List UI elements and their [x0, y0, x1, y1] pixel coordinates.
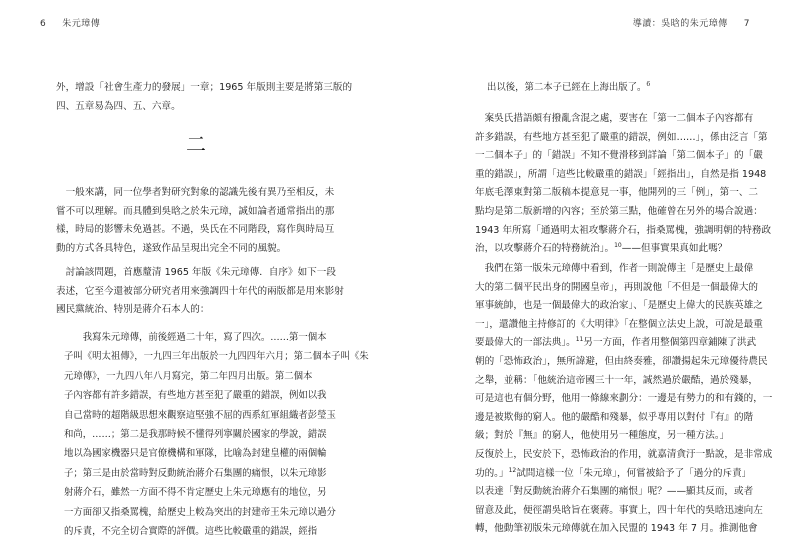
footnote-marker: 6	[646, 80, 651, 88]
text-line: 反復於上，民安於下，恐怖政治的作用，就嘉清貪汙一點說，是非常成	[475, 448, 773, 460]
text-line: 一」，還讚他主持修訂的《大明律》「在整個立法史上說，可說是最重	[475, 318, 763, 330]
text-line: 許多錯誤，有些地方甚至犯了嚴重的錯誤，例如……」，係由泛言「第	[475, 131, 768, 143]
text-line: 大的第二個平民出身的開國皇帝」，再則說他「不但是一個最偉大的	[475, 281, 759, 293]
text-line: 一二個本子」的「錯誤」不知不覺滑移到詳論「第二個本子」的「嚴	[475, 150, 763, 162]
text-fragment: 要最偉大的一部法典」。	[475, 337, 576, 349]
text-line: 動的方式各具特色，遂致作品呈現出完全不同的風貌。	[56, 242, 287, 254]
text-line	[475, 334, 769, 353]
quote-line: 和尚，……；第二是我那時候不懂得列寧關於國家的學說，錯誤	[64, 429, 327, 441]
text-line: 點均是第二版新增的內容；至於第三點，他確曾在另外的場合說過：	[475, 205, 763, 217]
quote-line: 我寫朱元璋傳，前後經過二十年，寫了四次。……第一個本	[64, 332, 327, 343]
text-line: 樣，時局的影響未免過甚。不過，吳氏在不同階段，寫作與時局互	[56, 224, 335, 236]
paragraph-2	[56, 264, 366, 320]
text-line	[475, 465, 769, 484]
right-page	[395, 0, 790, 542]
left-running-title: 朱元璋傳	[62, 19, 101, 29]
quote-line: 自己當時的超階級思想來觀察這堅強不屈的西系紅軍組織者彭瑩玉	[64, 409, 336, 421]
text-line: 軍事統帥，也是一個最偉大的政治家」、「是歷史上偉大的民族英雄之	[475, 300, 763, 312]
text-line: 案吳氏措語頗有撥亂含混之處，要害在「第一二個本子內容都有	[475, 113, 754, 124]
quote-line: 子內容都有許多錯誤，有些地方甚至犯了嚴重的錯誤，例如以我	[64, 390, 327, 402]
quote-line: 一方面卻又指桑罵槐，給歷史上較為突出的封建帝王朱元璋以過分	[64, 506, 336, 518]
text-fragment: 另一方面，作者用整個第四章鋪陳了洪武	[583, 337, 757, 349]
text-line: 討論該問題，首應釐清 1965 年版《朱元璋傳．自序》如下一段	[56, 267, 336, 278]
left-page-number: 6	[40, 19, 47, 29]
quote-tail	[487, 79, 767, 97]
text-line: 之舉，並稱：「他統治這帝國三十一年，誠然過於嚴酷，過於殘暴，	[475, 374, 759, 386]
right-paragraph-2	[475, 260, 773, 539]
right-running-head	[633, 16, 750, 29]
quote-line: 地以為國家機器只是官僚機構和軍隊，比喻為封建皇權的兩個輪	[64, 448, 327, 460]
quote-tail-text: 出以後，第二本子已經在上海出版了。	[487, 82, 647, 93]
block-quote	[64, 328, 369, 541]
text-line: 以表達「對反動統治蔣介石集團的痛恨」呢？——顯其反而，或者	[475, 486, 754, 498]
section-number: 二	[186, 132, 208, 156]
text-fragment: 試問這樣一位「朱元璋」，何嘗被給予了「過分的斥責」	[516, 467, 752, 479]
text-line: 可是這也有個分野，他用一條線來劃分：一邊是有勢力的和有錢的，一	[475, 393, 773, 405]
text-line: 我們在第一版朱元璋傳中看到，作者一則說傳主「是歷史上最偉	[475, 263, 754, 274]
intro-paragraph	[56, 79, 366, 116]
text-line: 朝的「恐怖政治」，無所諱避，但由終奏雅，卻讚揚起朱元璋優待農民	[475, 355, 768, 367]
quote-line: 元璋傳》，一九四八年八月寫完，第二年四月出版。第二個本	[64, 370, 313, 382]
text-line: 級；對於『無』的窮人，他使用另一種態度，另一種方法。」	[475, 430, 730, 442]
quote-line: 子叫《明太祖傳》，一九四三年出版於一九四四年六月；第二個本子叫《朱	[64, 351, 369, 363]
footnote-marker: 11	[575, 336, 584, 344]
text-line: 嘗不可以理解。而具體到吳晗之於朱元璋，誠如論者通常指出的那	[56, 205, 335, 217]
left-running-head	[40, 16, 100, 29]
right-paragraph-1	[475, 110, 772, 259]
text-line: 四、五章易為四、五、六章。	[56, 100, 181, 112]
text-fragment: ——但事實果真如此嗎？	[621, 243, 728, 255]
text-line: 一般來講，同一位學者對研究對象的認識先後有異乃至相反，未	[56, 187, 335, 198]
quote-line: 射蔣介石，雖然一方面不得不肯定歷史上朱元璋應有的地位，另	[64, 487, 327, 499]
text-line: 國民黨統治、特別是蔣介石本人的：	[56, 304, 210, 316]
text-line: 表述，它至今還被部分研究者用來強調四十年代的兩版都是用來影射	[56, 285, 344, 297]
text-line: 外，增設「社會生產力的發展」一章；1965 年版則主要是將第三版的	[56, 82, 353, 93]
footnote-marker: 10	[614, 241, 622, 249]
footnote-marker: 12	[508, 466, 517, 474]
text-fragment: 功的。」	[475, 467, 509, 479]
text-line: 轉，他動筆初版朱元璋傳就在加入民盟的 1943 年 7 月。推測他會	[475, 523, 758, 535]
quote-line: 的斥責，不完全切合實際的評價。這些比較嚴重的錯誤，經指	[64, 526, 318, 538]
right-page-number: 7	[743, 19, 750, 29]
text-line: 年底毛澤東對第二版稿本提意見一事，他開列的三「例」，第一、二	[475, 187, 759, 199]
paragraph-1	[56, 184, 366, 258]
text-line: 1943 年所寫「通過明太祖攻擊蔣介石，指桑罵槐，強調明朝的特務政	[475, 224, 772, 236]
quote-line: 子；第三是由於當時對反動統治蔣介石集團的痛恨，以朱元璋影	[64, 467, 327, 479]
text-fragment: 治，以攻擊蔣介石的特務統治」。	[475, 243, 615, 255]
right-running-title: 導讀：吳晗的朱元璋傳	[632, 19, 728, 29]
text-line: 留意及此，便徑謂吳晗旨在褒蔣。事實上，四十年代的吳晗迅速向左	[475, 504, 763, 516]
text-line: 邊是被欺侮的窮人。他的嚴酷和殘暴，似乎專用以對付『有』的階	[475, 411, 754, 423]
text-line: 重的錯誤」，所謂「這些比較嚴重的錯誤」「經指出」，自然是指 1948	[475, 168, 767, 180]
text-line	[475, 240, 769, 259]
